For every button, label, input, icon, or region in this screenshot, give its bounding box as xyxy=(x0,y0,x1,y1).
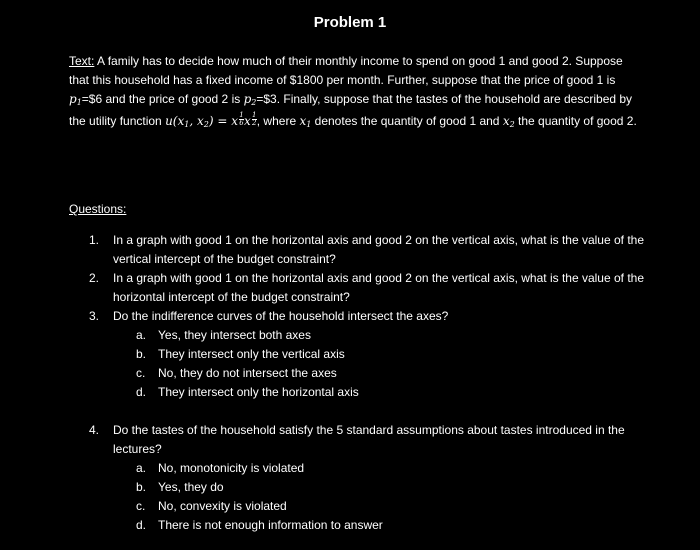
question-1 xyxy=(89,231,649,269)
option-text: Yes, they do xyxy=(158,480,224,494)
option-text: No, monotonicity is violated xyxy=(158,461,305,475)
x1-symbol: $x_1$ xyxy=(299,114,312,129)
option-letter: b. xyxy=(136,480,147,494)
option-item xyxy=(136,497,649,516)
question-text: Do the tastes of the household satisfy the 5 standard assumptions about tastes introduced in the lectures? xyxy=(113,423,625,456)
option-item xyxy=(136,326,649,345)
option-text: No, they do not intersect the axes xyxy=(158,366,337,380)
text-segment: denotes the quantity of good 1 and xyxy=(311,114,503,128)
question-number: 1. xyxy=(89,233,100,247)
option-item xyxy=(136,459,649,478)
question-number: 3. xyxy=(89,309,100,323)
text-segment: =$6 and the price of good 2 is xyxy=(81,92,244,106)
option-item xyxy=(136,516,649,535)
option-text: No, convexity is violated xyxy=(158,499,287,513)
option-item xyxy=(136,383,649,402)
price-1-symbol: $p_1$ xyxy=(69,92,82,107)
question-3 xyxy=(89,307,649,326)
option-letter: a. xyxy=(136,461,147,475)
question-text: In a graph with good 1 on the horizontal axis and good 2 on the vertical axis, what is the value of the horizontal intercept of the budget constraint? xyxy=(113,271,645,304)
option-item xyxy=(136,364,649,383)
text-segment: A family has to decide how much of their monthly income to spend on good 1 and good 2. Suppose that this household has a fixed income of $1800 per month. Further, suppose that the price of good 1 is xyxy=(69,54,623,87)
text-label: Text: xyxy=(69,54,95,68)
option-letter: d. xyxy=(136,385,147,399)
option-text: Yes, they intersect both axes xyxy=(158,328,311,342)
text-segment: , where xyxy=(256,114,300,128)
option-letter: b. xyxy=(136,347,147,361)
option-text: They intersect only the vertical axis xyxy=(158,347,345,361)
option-letter: c. xyxy=(136,366,146,380)
question-2 xyxy=(89,269,649,307)
option-item xyxy=(136,345,649,364)
price-2-symbol: $p_2$ xyxy=(243,92,257,107)
text-segment: the quantity of good 2. xyxy=(514,114,637,128)
option-letter: c. xyxy=(136,499,146,513)
page-title: Problem 1 xyxy=(313,14,387,31)
question-number: 4. xyxy=(89,423,100,437)
question-3-options xyxy=(136,326,649,402)
question-number: 2. xyxy=(89,271,100,285)
option-text: They intersect only the horizontal axis xyxy=(158,385,359,399)
option-item xyxy=(136,478,649,497)
problem-text xyxy=(69,52,639,134)
question-4 xyxy=(89,421,649,459)
questions-list xyxy=(89,231,649,535)
question-text: In a graph with good 1 on the horizontal axis and good 2 on the vertical axis, what is the value of the vertical intercept of the budget constraint? xyxy=(113,233,645,266)
question-text: Do the indifference curves of the household intersect the axes? xyxy=(113,309,449,323)
text-segment: =$3. Finally, suppose that the tastes of the household are described by the utility function xyxy=(69,92,633,128)
option-letter: d. xyxy=(136,518,147,532)
option-letter: a. xyxy=(136,328,147,342)
question-4-options xyxy=(136,459,649,535)
option-text: There is not enough information to answer xyxy=(158,518,383,532)
utility-function: $u(x_1$, $x_2) = x$ $\frac{1}{6}$ x $\frac{1}{2}$ xyxy=(165,111,257,129)
problem-paragraph xyxy=(69,52,639,134)
questions-heading: Questions: xyxy=(69,202,127,216)
x2-symbol: $x_2$ xyxy=(502,114,515,129)
